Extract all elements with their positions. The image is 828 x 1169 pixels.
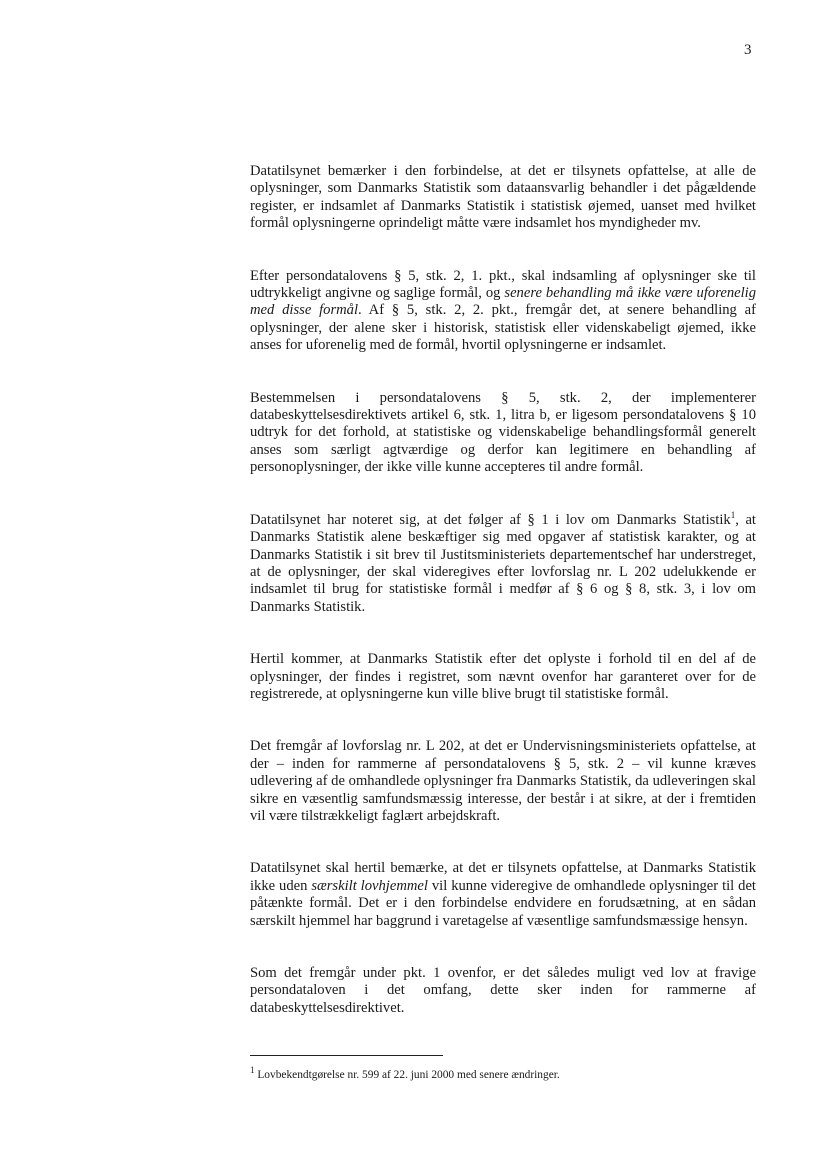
paragraph-text: , at Danmarks Statistik alene beskæftiger sig med opgaver af statistisk karakter, og at Danmarks Statistik i sit brev til Justitsministeriets departementschef har understreget, at de oplysninger, der skal videregives efter lovforslag nr. L 202 udelukkende er indsamlet til brug for statistiske formål i medfør af § 6 og § 8, stk. 3, i lov om Danmarks Statistik. [250, 511, 756, 615]
paragraph-text: . Af § 5, stk. 2, 2. pkt., fremgår det, at senere behandling af oplysninger, der alene sker i historisk, statistisk eller videnskabeligt øjemed, ikke anses for uforenelig med de formål, hvortil oplysningerne er indsamlet. [250, 302, 756, 354]
paragraph-7 [250, 860, 756, 930]
document-body [250, 163, 756, 1052]
paragraph-4 [250, 509, 756, 616]
footnote [250, 1065, 756, 1082]
footnote-text: Lovbekendtgørelse nr. 599 af 22. juni 2000 med senere ændringer. [254, 1069, 560, 1081]
paragraph-text: Datatilsynet har noteret sig, at det følger af § 1 i lov om Danmarks Statistik [250, 511, 731, 528]
paragraph-3 [250, 390, 756, 477]
paragraph-5 [250, 651, 756, 703]
footnote-reference: 1 [730, 509, 736, 520]
emphasis-text: senere behandling må ikke være uforenelig med disse formål [250, 285, 757, 319]
footnote-marker: 1 [250, 1065, 255, 1076]
paragraph-text: Datatilsynet skal hertil bemærke, at det er tilsynets opfattelse, at Danmarks Statistik ikke uden [250, 860, 756, 894]
paragraph-6 [250, 738, 756, 825]
page-number: 3 [744, 42, 752, 58]
paragraph-text: Bestemmelsen i persondatalovens § 5, stk. 2, der implementerer databeskyttelsesdirektivets artikel 6, stk. 1, litra b, er ligesom persondatalovens § 10 udtryk for det forhold, at statistiske og videnskabelige behandlingsformål generelt anses som særligt agtværdige og derfor kan legitimere en behandling af personoplysninger, der ikke ville kunne accepteres til andre formål. [250, 389, 756, 476]
paragraph-1 [250, 163, 756, 233]
paragraph-text: Datatilsynet bemærker i den forbindelse, at det er tilsynets opfattelse, at alle de oplysninger, som Danmarks Statistik som dataansvarlig behandler i det pågældende register, er indsamlet af Danmarks Statistik i statistisk øjemed, uanset med hvilket formål oplysningerne oprindeligt måtte være indsamlet hos myndigheder mv. [250, 163, 756, 232]
emphasis-text: særskilt lovhjemmel [311, 877, 428, 894]
paragraph-2 [250, 268, 756, 355]
paragraph-text: Som det fremgår under pkt. 1 ovenfor, er det således muligt ved lov at fravige persondataloven i det omfang, dette sker inden for rammerne af databeskyttelsesdirektivet. [250, 965, 756, 1016]
paragraph-text: Det fremgår af lovforslag nr. L 202, at det er Undervisningsministeriets opfattelse, at der – inden for rammerne af persondatalovens § 5, stk. 2 – vil kunne kræves udlevering af de omhandlede oplysninger fra Danmarks Statistik, da udleveringen skal sikre en væsentlig samfundsmæssig interesse, der består i at sikre, at der i fremtiden vil være tilstrækkeligt faglært arbejdskraft. [250, 738, 756, 824]
paragraph-8 [250, 965, 756, 1017]
paragraph-text: Efter persondatalovens § 5, stk. 2, 1. pkt., skal indsamling af oplysninger ske til udtrykkeligt angivne og saglige formål, og [250, 267, 756, 302]
footnote-divider [250, 1055, 443, 1056]
paragraph-text: Hertil kommer, at Danmarks Statistik efter det oplyste i forhold til en del af de oplysninger, der findes i registret, som nævnt ovenfor har garanteret over for de registrerede, at oplysningerne kun ville blive brugt til statistiske formål. [250, 651, 756, 702]
paragraph-text: vil kunne videregive de omhandlede oplysninger til det påtænkte formål. Det er i den forbindelse endvidere en forudsætning, at en sådan særskilt hjemmel har baggrund i varetagelse af væsentlige samfundsmæssige hensyn. [250, 877, 756, 929]
